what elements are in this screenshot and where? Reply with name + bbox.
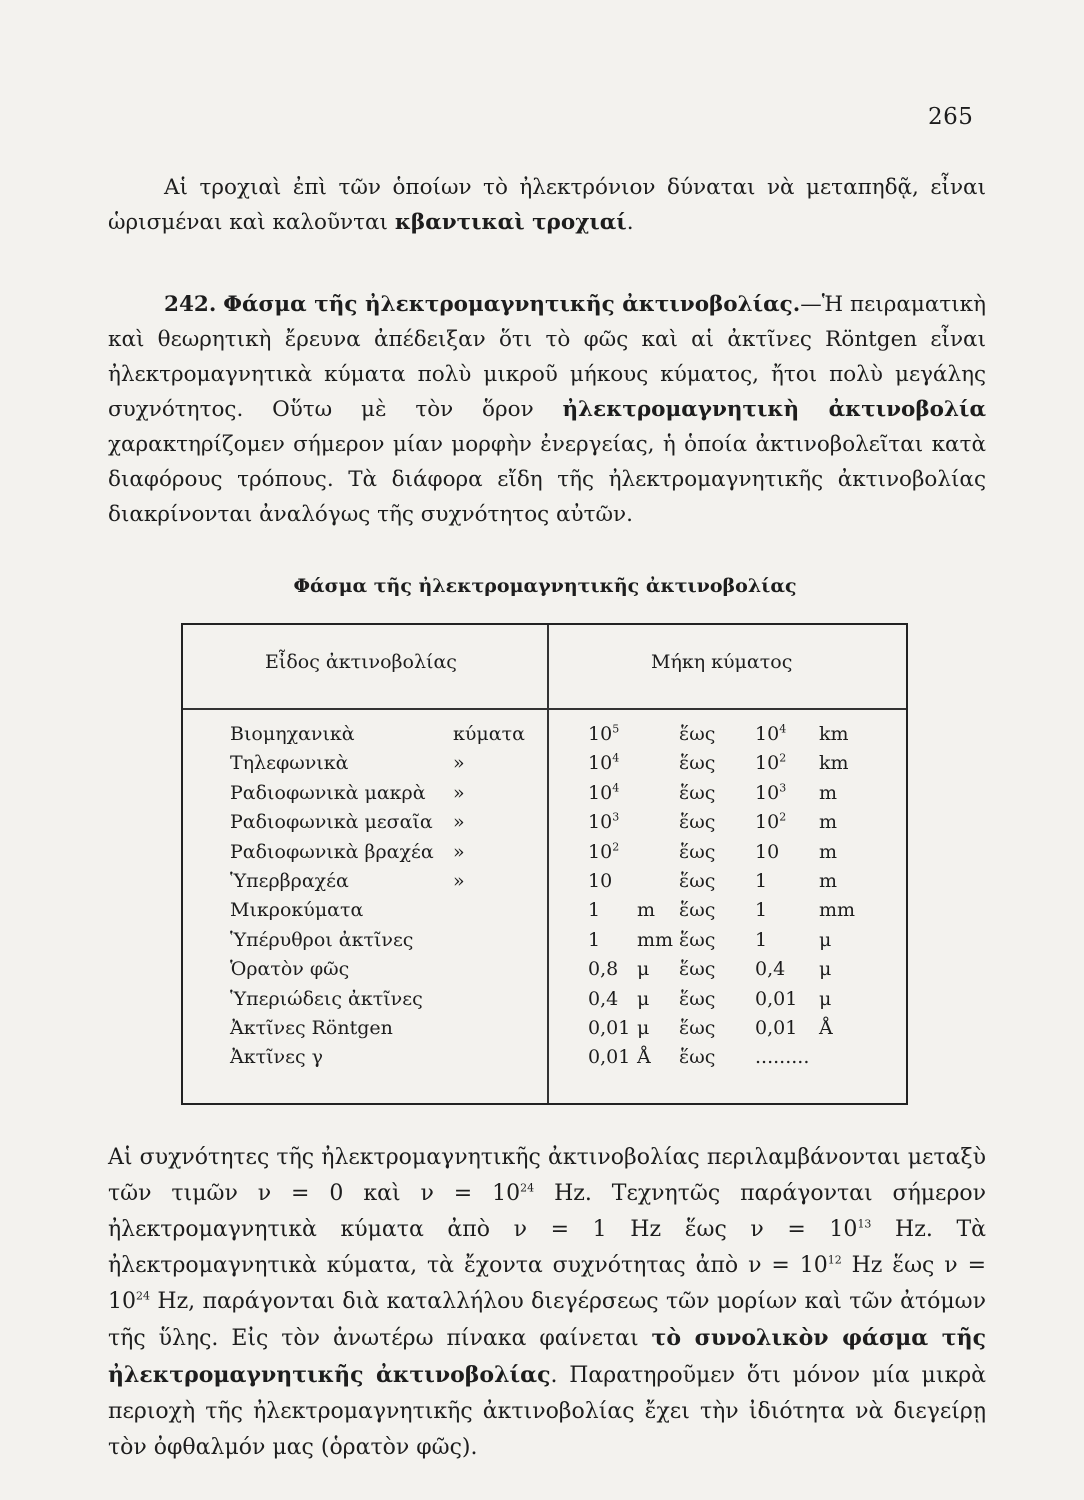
table-row: [183, 867, 906, 896]
row-to-word: [679, 808, 715, 837]
bold-term: ἠλεκτρομαγνητικὴ ἀκτινοβολία: [562, 397, 986, 422]
row-to-unit: [819, 779, 837, 808]
row-to-unit-text: m: [819, 840, 838, 863]
row-to-unit-text: μ: [819, 958, 832, 981]
row-name: [230, 985, 423, 1014]
row-note: [453, 867, 465, 896]
section-text-1: —Ἡ πειραματικὴ καὶ θεωρητικὴ ἔρευνα ἀπέδειξαν ὅτι τὸ φῶς καὶ αἱ ἀκτῖνες Röntgen εἶναι ἠλεκτρομαγνητικὰ κύματα πολὺ μικροῦ μήκους κύματος, ἤτοι πολὺ μεγάλης συχνότητος. Οὕτω μὲ τὸν ὅρον: [108, 292, 986, 422]
row-name-text: Ὑπερβραχέα: [230, 870, 349, 892]
row-to: [755, 955, 785, 984]
row-from: [588, 955, 618, 984]
row-to-text: 10: [755, 781, 780, 804]
spectrum-table: [181, 623, 908, 1105]
row-name: [230, 1014, 393, 1043]
exponent: 24: [520, 1181, 535, 1195]
row-to-word: [679, 896, 715, 925]
paragraph-text: Hz, παράγονται διὰ καταλλήλου διεγέρσεως τῶν μορίων καὶ τῶν ἀτόμων τῆς ὕλης. Εἰς τὸν ἀνωτέρω πίνακα φαίνεται: [108, 1289, 986, 1351]
row-to: [755, 720, 786, 749]
exponent: 2: [779, 752, 787, 766]
row-to: [755, 1043, 809, 1072]
row-from: [588, 985, 618, 1014]
row-note: [453, 749, 465, 778]
paragraph-end: .: [626, 210, 634, 235]
row-to-word-text: ἕως: [679, 840, 716, 863]
row-from: [588, 808, 619, 837]
row-from-unit: [637, 985, 649, 1014]
table-row: [183, 720, 906, 749]
header-type: Εἶδος ἀκτινοβολίας: [265, 651, 457, 673]
row-from-unit: [637, 1043, 651, 1072]
section-242: [108, 287, 986, 532]
row-name-text: Ραδιοφωνικὰ μακρὰ: [230, 781, 426, 804]
row-name-text: Ραδιοφωνικὰ βραχέα: [230, 840, 434, 863]
header-wavelength: Μήκη κύματος: [651, 651, 793, 673]
table-row: [183, 838, 906, 867]
row-note: [453, 779, 465, 808]
exponent: 4: [612, 781, 620, 795]
row-name: [230, 896, 363, 925]
row-to: [755, 808, 786, 837]
row-to-unit-text: m: [819, 811, 838, 834]
row-to-unit-text: m: [819, 870, 838, 892]
row-to: [755, 985, 797, 1014]
row-to-word-text: ἕως: [679, 870, 716, 892]
row-from-unit-text: μ: [637, 987, 650, 1010]
row-to-word: [679, 779, 715, 808]
row-to: [755, 1014, 797, 1043]
row-to-unit-text: Å: [819, 1017, 833, 1039]
row-to-word: [679, 749, 715, 778]
table-row: [183, 779, 906, 808]
row-name: [230, 926, 413, 955]
row-from-text: 1: [588, 928, 601, 951]
bold-term: κβαντικαὶ τροχιαί: [394, 210, 627, 235]
row-note-text: »: [453, 781, 465, 804]
row-note: [453, 720, 525, 749]
row-to-text: 0,01: [755, 987, 798, 1010]
row-to-word: [679, 838, 715, 867]
row-to-unit-text: μ: [819, 987, 832, 1010]
row-to-unit: [819, 955, 831, 984]
row-name: [230, 808, 433, 837]
row-name: [230, 720, 355, 749]
row-name: [230, 838, 434, 867]
row-name-text: Βιομηχανικὰ: [230, 723, 355, 745]
row-to-unit: [819, 1014, 833, 1043]
row-to-unit: [819, 867, 837, 896]
row-note: [453, 808, 465, 837]
row-to-word-text: ἕως: [679, 928, 716, 951]
row-note-text: »: [453, 870, 465, 892]
row-to-text: 1: [755, 928, 768, 951]
row-to: [755, 926, 767, 955]
row-to-word-text: ἕως: [679, 987, 716, 1010]
row-from-text: 0,01: [588, 1017, 631, 1039]
row-from-text: 10: [588, 870, 613, 892]
row-from-unit-text: m: [637, 899, 656, 922]
row-to-text: 10: [755, 811, 780, 834]
row-from-unit: [637, 955, 649, 984]
exponent: 4: [779, 722, 787, 736]
row-to: [755, 896, 767, 925]
exponent: 3: [612, 810, 620, 824]
row-name-text: Ἀκτῖνες γ: [230, 1046, 323, 1069]
row-note-text: κύματα: [453, 723, 525, 745]
row-from-text: 10: [588, 840, 613, 863]
row-to: [755, 838, 779, 867]
row-from-text: 0,8: [588, 958, 619, 981]
row-to-text: 10: [755, 752, 780, 775]
table-caption: Φάσμα τῆς ἠλεκτρομαγνητικῆς ἀκτινοβολίας: [293, 575, 797, 597]
table-row: [183, 926, 906, 955]
row-to-word-text: ἕως: [679, 752, 716, 775]
row-note: [453, 838, 465, 867]
row-to-word-text: ἕως: [679, 723, 716, 745]
row-from-text: 10: [588, 811, 613, 834]
table-row: [183, 749, 906, 778]
row-from-unit: [637, 926, 673, 955]
paragraph-text: Αἱ τροχιαὶ ἐπὶ τῶν ὁποίων τὸ ἠλεκτρόνιον δύναται νὰ μεταπηδᾷ, εἶναι ὡρισμέναι καὶ καλοῦνται: [108, 175, 986, 235]
exponent: 24: [136, 1289, 150, 1303]
row-to-word: [679, 1043, 715, 1072]
row-from-unit-text: Å: [637, 1046, 651, 1069]
row-to-text: 0,01: [755, 1017, 798, 1039]
row-from-text: 10: [588, 781, 613, 804]
row-note-text: »: [453, 811, 465, 834]
table-row: [183, 955, 906, 984]
row-name-text: Ἀκτῖνες Röntgen: [230, 1017, 393, 1039]
section-text-2: χαρακτηρίζομεν σήμερον μίαν μορφὴν ἐνεργείας, ἡ ὁποία ἀκτινοβολεῖται κατὰ διαφόρους τρόπους. Τὰ διάφορα εἴδη τῆς ἠλεκτρομαγνητικῆς ἀκτινοβολίας διακρίνονται ἀναλόγως τῆς συχνότητος αὐτῶν.: [108, 432, 986, 527]
row-name-text: Ὑπεριώδεις ἀκτῖνες: [230, 987, 423, 1010]
row-name-text: Ὁρατὸν φῶς: [230, 958, 350, 981]
row-to-text: 10: [755, 723, 780, 745]
row-name: [230, 779, 426, 808]
row-from-text: 1: [588, 899, 601, 922]
row-name-text: Μικροκύματα: [230, 899, 364, 922]
row-name-text: Τηλεφωνικὰ: [230, 752, 349, 775]
row-to-word-text: ἕως: [679, 811, 716, 834]
paragraph-quantum-orbits: [108, 170, 986, 240]
row-to-text: 1: [755, 899, 768, 922]
page-number: 265: [928, 104, 974, 130]
row-from: [588, 838, 619, 867]
row-to-word: [679, 926, 715, 955]
row-to-unit: [819, 926, 831, 955]
row-note-text: »: [453, 840, 465, 863]
row-name: [230, 867, 349, 896]
paragraph-text: Αἱ συχνότητες τῆς ἠλεκτρομαγνητικῆς ἀκτινοβολίας περιλαμβάνονται μεταξὺ τῶν τιμῶν ν = 0 καὶ ν = 10: [108, 1145, 986, 1206]
row-to-text: .........: [755, 1046, 810, 1069]
exponent: 4: [612, 752, 620, 766]
row-from-unit: [637, 896, 655, 925]
row-from-text: 10: [588, 752, 613, 775]
row-to-word: [679, 1014, 715, 1043]
row-to-text: 1: [755, 870, 768, 892]
exponent: 12: [827, 1253, 842, 1267]
paragraph-text: Hz ἕως ν = 10: [108, 1253, 987, 1314]
row-to-word-text: ἕως: [679, 899, 716, 922]
row-name: [230, 955, 349, 984]
row-to-unit-text: m: [819, 781, 838, 804]
row-from-unit: [637, 1014, 649, 1043]
row-from: [588, 749, 619, 778]
row-name-text: Ραδιοφωνικὰ μεσαῖα: [230, 811, 433, 834]
row-to-unit-text: km: [819, 752, 849, 775]
row-to-unit-text: km: [819, 723, 849, 745]
row-from: [588, 926, 600, 955]
row-to-word: [679, 720, 715, 749]
row-from: [588, 1043, 630, 1072]
row-from-unit-text: mm: [637, 928, 674, 951]
table-row: [183, 985, 906, 1014]
row-to-word-text: ἕως: [679, 781, 716, 804]
paragraph-text: . Παρατηροῦμεν ὅτι μόνον μία μικρὰ περιοχὴ τῆς ἠλεκτρομαγνητικῆς ἀκτινοβολίας ἔχει τὴν ἰδιότητα νὰ διεγείρῃ τὸν ὀφθαλμόν μας (ὁρατὸν φῶς).: [108, 1363, 986, 1460]
row-from-text: 0,01: [588, 1046, 631, 1069]
row-name: [230, 749, 348, 778]
table-row: [183, 1043, 906, 1072]
section-title: Φάσμα τῆς ἠλεκτρομαγνητικῆς ἀκτινοβολίας.: [223, 292, 801, 317]
header-rule: [183, 708, 906, 710]
row-from-text: 10: [588, 723, 613, 745]
row-to-unit: [819, 838, 837, 867]
row-to-unit-text: mm: [819, 899, 856, 922]
table-row: [183, 896, 906, 925]
exponent: 2: [612, 840, 620, 854]
row-to-word: [679, 985, 715, 1014]
row-to-word-text: ἕως: [679, 958, 716, 981]
row-to-text: 0,4: [755, 958, 786, 981]
exponent: 3: [779, 781, 787, 795]
row-to: [755, 779, 786, 808]
row-from: [588, 779, 619, 808]
row-to-word-text: ἕως: [679, 1046, 716, 1069]
row-from: [588, 867, 612, 896]
row-note-text: »: [453, 752, 465, 775]
row-to-unit: [819, 749, 849, 778]
exponent: 2: [779, 810, 787, 824]
bold-term: τὸ συνολικὸν φάσμα τῆς ἠλεκτρομαγνητικῆς ἀκτινοβολίας: [108, 1325, 986, 1388]
row-to-text: 10: [755, 840, 780, 863]
row-to-unit: [819, 720, 849, 749]
row-from-text: 0,4: [588, 987, 619, 1010]
table-row: [183, 808, 906, 837]
row-name-text: Ὑπέρυθροι ἀκτῖνες: [230, 928, 414, 951]
row-to: [755, 867, 767, 896]
row-from: [588, 1014, 630, 1043]
row-from: [588, 720, 619, 749]
exponent: 5: [612, 722, 620, 736]
table-row: [183, 1014, 906, 1043]
section-number: 242.: [164, 292, 217, 317]
paragraph-text: Hz. Τὰ ἠλεκτρομαγνητικὰ κύματα, τὰ ἔχοντα συχνότητας ἀπὸ ν = 10: [108, 1217, 986, 1278]
paragraph-text: Hz. Τεχνητῶς παράγονται σήμερον ἠλεκτρομαγνητικὰ κύματα ἀπὸ ν = 1 Hz ἕως ν = 10: [108, 1181, 986, 1242]
exponent: 13: [857, 1217, 872, 1231]
row-from-unit-text: μ: [637, 1017, 650, 1039]
row-name: [230, 1043, 323, 1072]
row-to: [755, 749, 786, 778]
row-to-unit-text: μ: [819, 928, 832, 951]
row-to-word-text: ἕως: [679, 1017, 716, 1039]
paragraph-frequencies: [108, 1140, 986, 1466]
row-to-unit: [819, 808, 837, 837]
row-to-unit: [819, 985, 831, 1014]
row-to-word: [679, 955, 715, 984]
row-to-word: [679, 867, 715, 896]
row-from: [588, 896, 600, 925]
row-to-unit: [819, 896, 855, 925]
row-from-unit-text: μ: [637, 958, 650, 981]
